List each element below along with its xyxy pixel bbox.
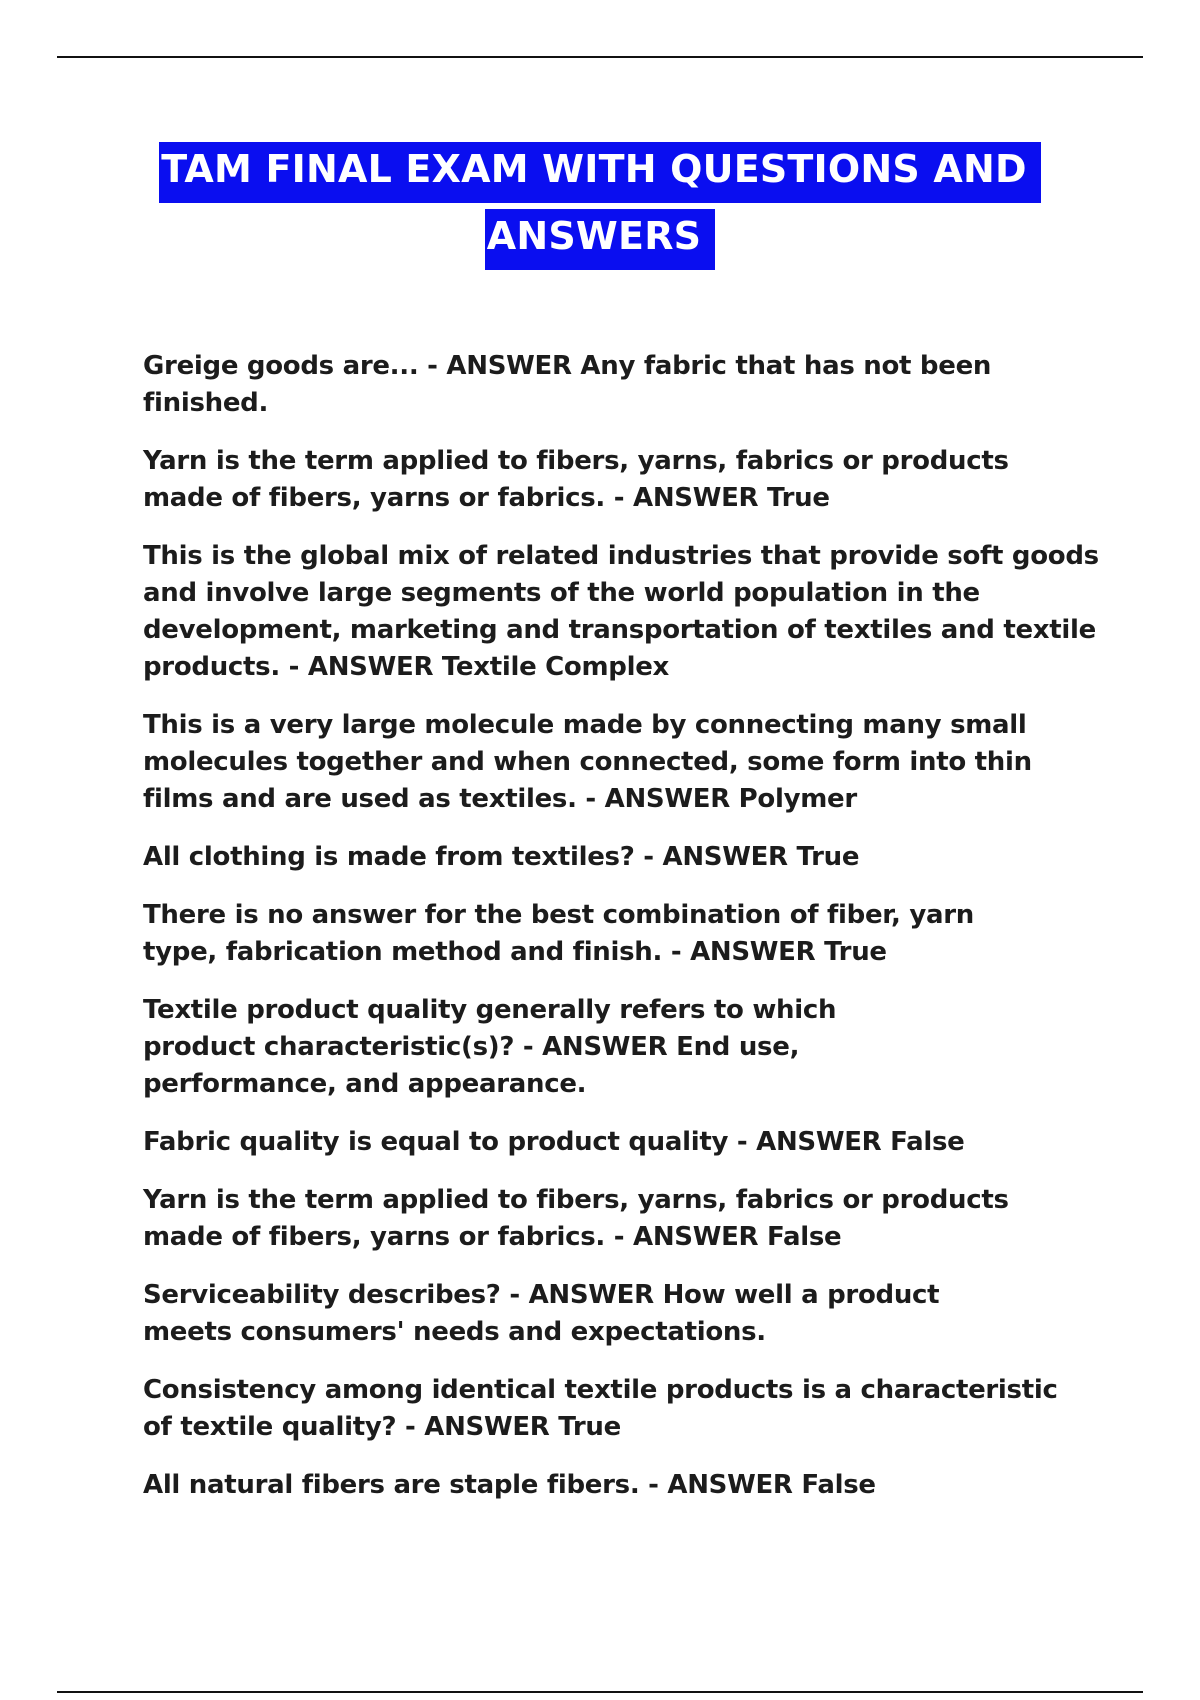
qa-item: This is the global mix of related industries that provide soft goods and involve large segments of the world population in the development, marketing and transportation of textiles and textile products. - ANSWER Textile Complex <box>143 541 1099 682</box>
qa-item: Fabric quality is equal to product quality - ANSWER False <box>143 1127 965 1157</box>
qa-item: Textile product quality generally refers to which product characteristic(s)? - ANSWER End use, performance, and appearance. <box>143 995 837 1099</box>
title-line-1: TAM FINAL EXAM WITH QUESTIONS AND <box>159 142 1041 203</box>
title-line-2-wrap <box>0 209 1200 270</box>
footer-rule <box>57 1691 1143 1693</box>
title-line-2: ANSWERS <box>485 209 715 270</box>
qa-item: Serviceability describes? - ANSWER How well a product meets consumers' needs and expectations. <box>143 1280 940 1347</box>
header-rule <box>57 56 1143 58</box>
qa-item: This is a very large molecule made by connecting many small molecules together and when connected, some form into thin films and are used as textiles. - ANSWER Polymer <box>143 710 1032 814</box>
qa-list <box>143 348 1103 1525</box>
document-title <box>0 142 1200 270</box>
qa-item: There is no answer for the best combination of fiber, yarn type, fabrication method and finish. - ANSWER True <box>143 900 974 967</box>
qa-item: Yarn is the term applied to fibers, yarns, fabrics or products made of fibers, yarns or fabrics. - ANSWER True <box>143 446 1009 513</box>
title-line-1-wrap <box>0 142 1200 203</box>
qa-item: All natural fibers are staple fibers. - ANSWER False <box>143 1470 876 1500</box>
qa-item: All clothing is made from textiles? - ANSWER True <box>143 842 860 872</box>
qa-item: Greige goods are... - ANSWER Any fabric that has not been finished. <box>143 351 992 418</box>
qa-item: Yarn is the term applied to fibers, yarns, fabrics or products made of fibers, yarns or fabrics. - ANSWER False <box>143 1185 1009 1252</box>
qa-item: Consistency among identical textile products is a characteristic of textile quality? - ANSWER True <box>143 1375 1058 1442</box>
